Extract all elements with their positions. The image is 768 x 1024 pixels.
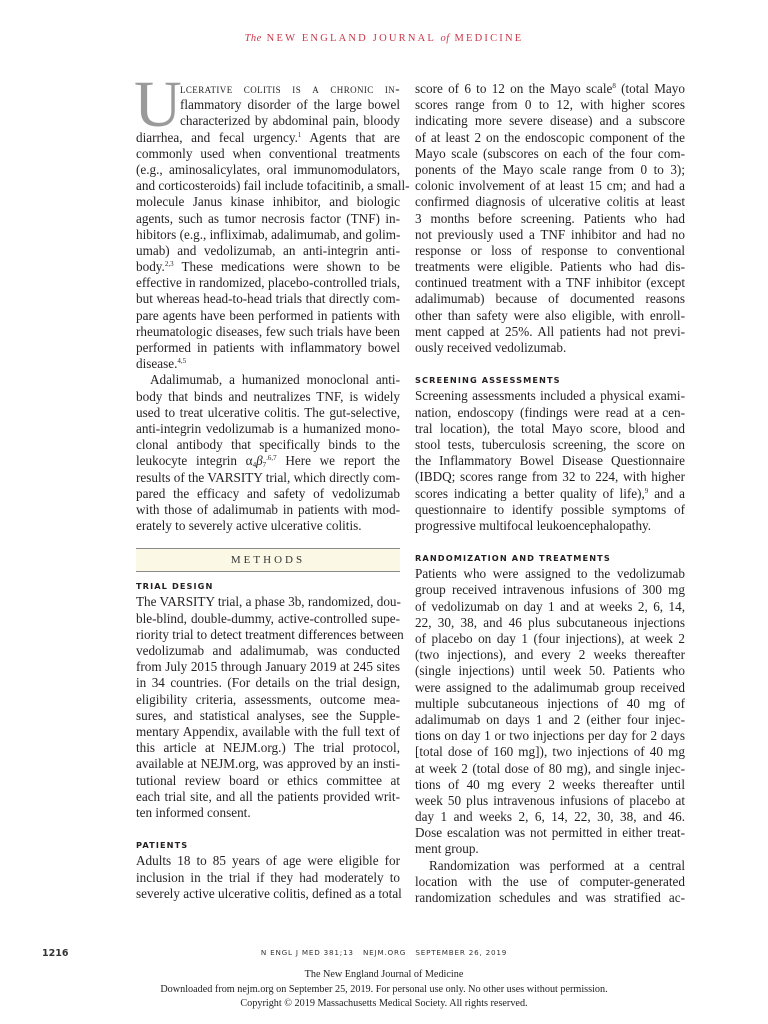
text-line: (IBDQ; scores range from 32 to 224, with higher [415,469,685,485]
text-line: The VARSITY trial, a phase 3b, randomized, dou- [136,594,401,610]
text-line: characterized by abdominal pain, bloody [180,113,400,129]
text-line: hibitors (e.g., infliximab, adalimumab, and golim- [136,226,401,242]
journal-title-medicine: MEDICINE [454,33,524,44]
text-line: lcerative colitis is a chronic in- [180,81,400,96]
text-line: week 50 plus intravenous infusions of placebo at [415,792,685,808]
text-line: stool tests, tuberculosis screening, the score on [415,436,685,452]
text-line: 22, 30, 38, and 46 plus subcutaneous injections [415,614,685,630]
text-line: inclusion in the trial if they had moderately to [136,869,400,885]
randomization-text [415,566,685,906]
text-line: flammatory disorder of the large bowel [180,97,400,113]
text-line: (two injections), and every 2 weeks thereafter [415,647,685,663]
text-line: Dose escalation was not permitted in either treat- [415,825,685,841]
text-line: treatments were eligible. Patients who had dis- [415,259,685,275]
paragraph-adalimumab [136,372,400,534]
text-line: confirmed diagnosis of ulcerative colitis at least [415,194,685,210]
text-line: were assigned to the adalimumab group received [415,679,685,695]
text-line: score of 6 to 12 on the Mayo scale$^8$ (total Mayo [415,81,685,96]
running-head [0,33,768,44]
text-line: results of the VARSITY trial, which directly com- [136,469,400,485]
text-line: riority trial to detect treatment differences between [136,626,404,642]
text-line: available at NEJM.org, was approved by an insti- [136,756,400,772]
text-line: sures, and statistical analyses, see the Supple- [136,707,400,723]
notice-copyright: Copyright © 2019 Massachusetts Medical Society. All rights reserved. [240,998,528,1009]
text-line: and corticosteroids) fail include tofacitinib, a small- [136,178,410,194]
text-line: day 1 and weeks 2, 6, 14, 22, 30, 38, and 46. [415,809,685,825]
text-line: continued treatment with a TNF inhibitor (except [415,275,685,291]
text-line: adalimumab) because of documented reasons [415,291,685,307]
text-line: effective in randomized, placebo-controlled trials, [136,275,400,291]
text-line: the Inflammatory Bowel Disease Questionnaire [415,453,685,469]
text-line: Screening assessments included a physical exami- [415,388,685,404]
text-line: disease.$^{4,5}$ [136,356,187,372]
patients-text [136,853,400,902]
text-line: this article at NEJM.org.) The trial protocol, [136,740,400,756]
text-line: from July 2015 through January 2019 at 245 sites [136,659,400,675]
text-line: of placebo on day 1 (four injections), at week 2 [415,631,685,646]
right-column [415,81,685,906]
text-line: molecule Janus kinase inhibitor, and biologic [136,194,400,210]
text-line: Mayo scale (subscores on each of the four com- [415,145,685,161]
text-line: 3 months before screening. Patients who had [415,210,685,226]
patients-text-continued [415,81,685,356]
journal-title-of: of [440,33,450,44]
text-line: anti-integrin vedolizumab is a humanized mono- [136,420,400,436]
left-column [134,68,410,902]
text-line: commonly used when conventional treatments [136,145,400,161]
journal-title-main: NEW ENGLAND JOURNAL [266,33,436,44]
text-line: eligibility criteria, assessments, outcome mea- [136,691,400,707]
text-line: location with the use of computer-generated [415,873,685,889]
text-line: each trial site, and all the patients provided writ- [136,788,400,804]
patients-heading: PATIENTS [136,840,189,851]
text-line: response or loss of response to conventional [415,242,685,258]
text-line: diarrhea, and fecal urgency.$^1$ Agents that are [136,129,400,145]
screening-assessments-heading: SCREENING ASSESSMENTS [415,375,561,386]
text-line: performed in patients with inflammatory bowel [136,340,400,355]
text-line: vedolizumab and adalimumab, was conducted [136,643,400,658]
text-line: agents, such as tumor necrosis factor (TNF) in- [136,210,400,226]
notice-download: Downloaded from nejm.org on September 25, 2019. For personal use only. No other uses without permission. [160,983,608,995]
text-line: but whereas head-to-head trials that directly com- [136,291,400,307]
text-line: in 34 countries. (For details on the trial design, [136,675,400,691]
drop-cap: U [134,68,182,141]
text-line: Patients who were assigned to the vedolizumab [415,566,685,582]
text-line: pare agents have been performed in patients with [136,307,400,323]
text-line: used to treat ulcerative colitis. The gut-selective, [136,404,400,420]
text-line: group received intravenous infusions of 300 mg [415,582,685,598]
text-line: ously received vedolizumab. [415,340,567,355]
text-line: body that binds and neutralizes TNF, is widely [136,388,400,404]
text-line: randomization schedules and was stratified ac- [415,890,685,905]
text-line: tral location), the total Mayo score, blood and [415,420,685,436]
text-line: other than safety were also eligible, with enroll- [415,307,685,323]
text-line: Randomization was performed at a central [429,857,685,873]
trial-design-heading: TRIAL DESIGN [136,581,214,592]
text-line: pared the efficacy and safety of vedolizumab [136,485,400,501]
text-line: tions on day 1 or two injections per day for 2 days [415,728,685,744]
download-notice [0,968,768,1012]
text-line: scores indicating a better quality of life),$^9$ and a [415,485,685,501]
notice-journal-title: The New England Journal of Medicine [304,969,464,980]
text-line: (single injections) until week 50. Patients who [415,663,685,679]
text-line: leukocyte integrin $\alpha_4\beta_7^{.6,7}$ Here we report the [136,453,400,470]
text-line: ten informed consent. [136,804,251,820]
text-line: erately to severely active ulcerative colitis. [136,518,362,534]
text-line: of vedolizumab on day 1 and at weeks 2, 6, 14, [415,598,685,614]
text-line: progressive multifocal leukoencephalopathy. [415,517,652,533]
text-line: adalimumab on days 1 and 2 (either four injec- [415,711,685,727]
randomization-heading: RANDOMIZATION AND TREATMENTS [415,553,611,564]
text-line: colonic involvement of at least 15 cm; and had a [415,178,685,194]
text-line: Adults 18 to 85 years of age were eligible for [136,853,400,869]
text-line: ble-blind, double-dummy, active-controlled supe- [136,610,400,626]
journal-title-the: The [244,33,262,44]
text-line: questionnaire to identify possible symptoms of [415,501,685,517]
text-line: multiple subcutaneous injections of 40 mg of [415,695,685,711]
text-line: ponents of the Mayo scale range from 0 to 3); [415,161,685,177]
text-line: Adalimumab, a humanized monoclonal anti- [150,372,400,388]
text-line: at week 2 (total dose of 80 mg), and single injec- [415,760,685,776]
text-line: nation, endoscopy (findings were read at a cen- [415,404,685,420]
text-line: severely active ulcerative colitis, defined as a total [136,885,402,901]
text-line: (e.g., aminosalicylates, oral immunomodulators, [136,161,400,177]
page-number: 1216 [42,948,69,959]
text-line: ment group. [415,841,479,857]
text-line: [total dose of 160 mg]), two injections of 40 mg [415,744,685,760]
methods-section-banner: METHODS [136,548,400,572]
text-line: with those of adalimumab in patients with mod- [136,501,400,517]
citation-footer: N ENGL J MED 381;13 NEJM.ORG SEPTEMBER 26, 2019 [260,948,508,957]
text-line: body.$^{2,3}$ These medications were shown to be [136,259,400,275]
text-line: mentary Appendix, available with the full text of [136,723,400,739]
screening-assessments-text [415,388,685,534]
text-line: clonal antibody that specifically binds to the [136,437,400,453]
text-line: indicating more severe disease) and a subscore [415,113,685,129]
text-line: tions of 40 mg every 2 weeks thereafter until [415,776,685,792]
text-line: ment capped at 25%. All patients had not previ- [415,323,685,339]
text-line: of at least 2 on the endoscopic component of the [415,129,685,145]
trial-design-text [136,594,404,821]
text-line: scores range from 0 to 12, with higher scores [415,97,685,113]
text-line: tutional review board or ethics committee at [136,772,400,788]
text-line: umab) and vedolizumab, an anti-integrin anti- [136,242,400,258]
intro-paragraph [134,68,410,372]
text-line: not previously used a TNF inhibitor and had no [415,226,685,242]
text-line: rheumatologic diseases, few such trials have been [136,323,400,339]
